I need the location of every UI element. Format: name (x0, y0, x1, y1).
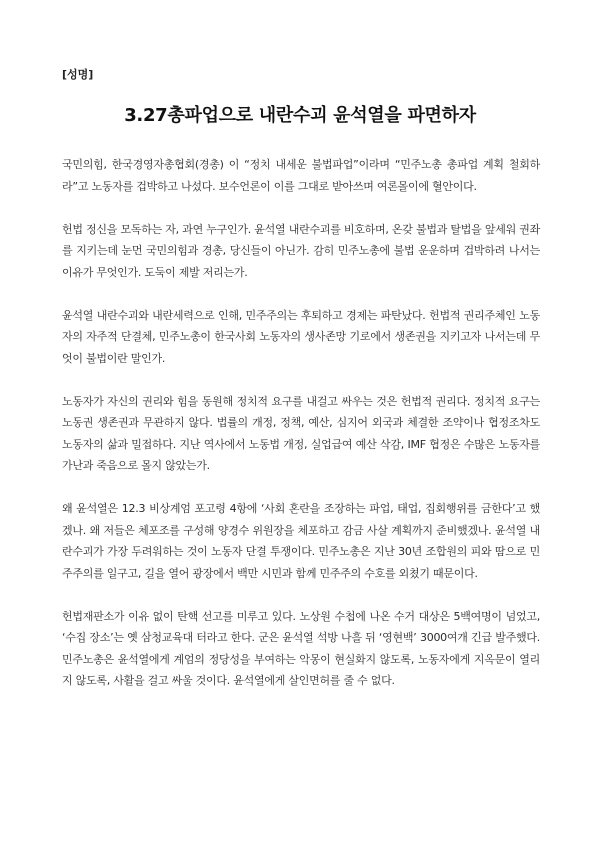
document-title: 3.27총파업으로 내란수괴 윤석열을 파면하자 (124, 105, 476, 126)
document-body (62, 154, 540, 713)
paragraph-3: 윤석열 내란수괴와 내란세력으로 인해, 민주주의는 후퇴하고 경제는 파탄났다. 헌법적 권리주체인 노동자의 자주적 단결체, 민주노총이 한국사회 노동자의 생사존망 기로에서 생존권을 지키고자 나서는데 무엇이 불법이란 말인가. (62, 308, 540, 365)
paragraph-5: 왜 윤석열은 12.3 비상계엄 포고령 4항에 ‘사회 혼란을 조장하는 파업, 태업, 집회행위를 금한다’고 했겠나. 왜 저들은 체포조를 구성해 양경수 위원장을 체포하고 감금 사살 계획까지 준비했겠나. 윤석열 내란수괴가 가장 두려워하는 것이 노동자 단결 투쟁이다. 민주노총은 지난 30년 조합원의 피와 땀으로 민주주의를 일구고, 길을 열어 광장에서 백만 시민과 함께 민주주의 수호를 외쳤기 때문이다. (62, 502, 540, 580)
paragraph-6: 헌법재판소가 이유 없이 탄핵 선고를 미루고 있다. 노상원 수첩에 나온 수거 대상은 5백여명이 넘었고, ‘수집 장소’는 옛 삼청교육대 터라고 한다. 군은 윤석열 석방 나흘 뒤 ‘영현백’ 3000여개 긴급 발주했다. 민주노총은 윤석열에게 계엄의 정당성을 부여하는 악몽이 현실화지 않도록, 노동자에게 지옥문이 열리지 않도록, 사활을 걸고 싸울 것이다. 윤석열에게 살인면허를 줄 수 없다. (62, 609, 540, 687)
paragraph-2: 헌법 정신을 모독하는 자, 과연 누구인가. 윤석열 내란수괴를 비호하며, 온갖 불법과 탈법을 앞세워 권좌를 지키는데 눈먼 국민의힘과 경총, 당신들이 아닌가. 감히 민주노총에 불법 운운하며 겁박하려 나서는 이유가 무엇인가. 도둑이 제발 저리는가. (62, 222, 540, 279)
paragraph-1: 국민의힘, 한국경영자총협회(경총) 이 “정치 내세운 불법파업”이라며 “민주노총 총파업 계획 철회하라”고 노동자를 겁박하고 나섰다. 보수언론이 이를 그대로 받아쓰며 여론몰이에 혈안이다. (62, 158, 540, 193)
paragraph-4: 노동자가 자신의 권리와 힘을 동원해 정치적 요구를 내걸고 싸우는 것은 헌법적 권리다. 정치적 요구는 노동권 생존권과 무관하지 않다. 법률의 개정, 정책, 예산, 심지어 외국과 체결한 조약이나 협정조차도 노동자의 삶과 밀접하다. 지난 역사에서 노동법 개정, 실업급여 예산 삭감, IMF 협정은 수많은 노동자를 가난과 죽음으로 몰지 않았는가. (62, 394, 540, 472)
statement-label: [성명] (62, 68, 94, 81)
